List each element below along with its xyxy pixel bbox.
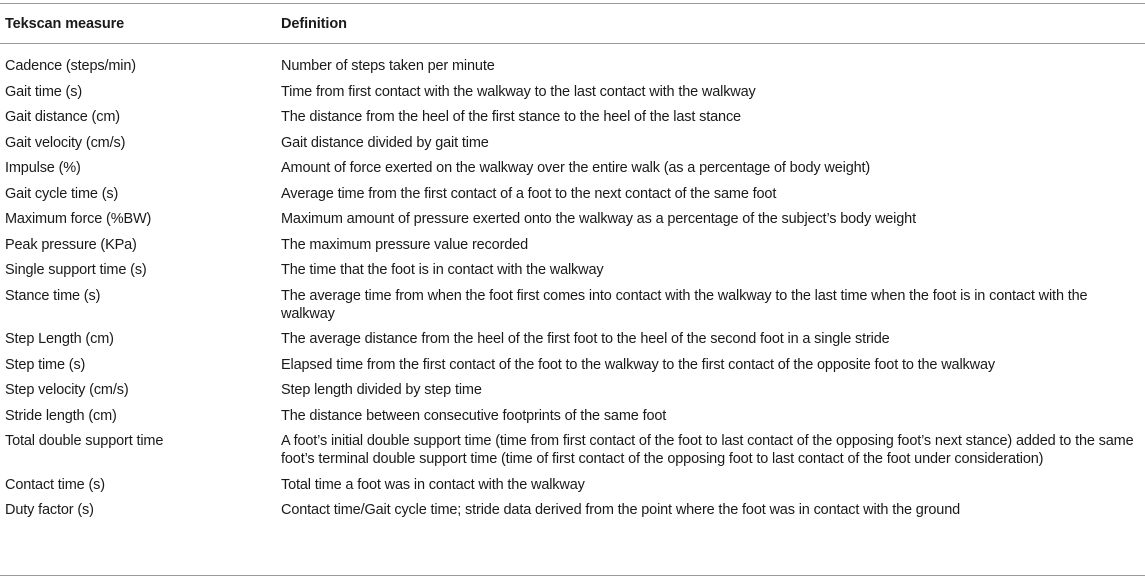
table-row	[0, 79, 1145, 105]
table-row	[0, 498, 1145, 524]
definition-cell: Time from first contact with the walkway to the last contact with the walkway	[281, 83, 756, 100]
table-row	[0, 130, 1145, 156]
measure-cell: Maximum force (%BW)	[5, 211, 152, 227]
definition-cell: Elapsed time from the first contact of the foot to the walkway to the first contact of the opposite foot to the walkway	[281, 356, 995, 373]
measure-cell: Step Length (cm)	[5, 331, 114, 347]
table-header-row	[0, 4, 1145, 43]
definition-cell: The distance from the heel of the first stance to the heel of the last stance	[281, 109, 741, 125]
definition-cell: A foot’s initial double support time (time from first contact of the foot to last contact of the opposing foot’s next stance) added to the same foot’s terminal double support time (time of first contact of the opposing foot to last contact of the foot under consideration)	[281, 433, 1134, 467]
definition-cell: Total time a foot was in contact with the walkway	[281, 476, 585, 493]
table-row	[0, 258, 1145, 284]
table-row	[0, 352, 1145, 378]
measure-cell: Duty factor (s)	[5, 502, 94, 518]
header-definition: Definition	[281, 15, 347, 32]
table-bottom-rule	[0, 575, 1145, 576]
table-row	[0, 207, 1145, 233]
definition-cell: Maximum amount of pressure exerted onto the walkway as a percentage of the subject’s body weight	[281, 211, 916, 227]
definition-cell: Contact time/Gait cycle time; stride data derived from the point where the foot was in contact with the ground	[281, 502, 961, 518]
definition-cell: Amount of force exerted on the walkway over the entire walk (as a percentage of body weight)	[281, 160, 871, 176]
definition-cell: The time that the foot is in contact with the walkway	[281, 262, 604, 278]
measure-cell: Contact time (s)	[5, 476, 105, 493]
measure-cell: Step velocity (cm/s)	[5, 382, 129, 398]
table-row	[0, 156, 1145, 182]
measure-cell: Gait velocity (cm/s)	[5, 134, 126, 151]
table-row	[0, 327, 1145, 353]
definition-cell: The average distance from the heel of the first foot to the heel of the second foot in a single stride	[281, 331, 890, 347]
definition-cell: Step length divided by step time	[281, 382, 482, 398]
measure-cell: Gait cycle time (s)	[5, 185, 119, 202]
measure-cell: Step time (s)	[5, 356, 86, 373]
header-measure: Tekscan measure	[5, 15, 125, 32]
definition-cell: Average time from the first contact of a foot to the next contact of the same foot	[281, 185, 777, 202]
measure-cell: Impulse (%)	[5, 160, 81, 176]
table-row	[0, 472, 1145, 498]
table-row	[0, 429, 1145, 473]
table-row	[0, 403, 1145, 429]
measure-cell: Cadence (steps/min)	[5, 58, 136, 74]
definitions-table	[0, 4, 1145, 523]
measure-cell: Gait time (s)	[5, 83, 83, 100]
table-row	[0, 232, 1145, 258]
measure-cell: Peak pressure (KPa)	[5, 236, 137, 253]
measure-cell: Stance time (s)	[5, 287, 101, 304]
measure-cell: Total double support time	[5, 433, 164, 449]
table-row	[0, 43, 1145, 79]
table-row	[0, 105, 1145, 131]
table-row	[0, 283, 1145, 327]
measure-cell: Gait distance (cm)	[5, 109, 120, 125]
measure-cell: Stride length (cm)	[5, 407, 117, 424]
definition-cell: The distance between consecutive footprints of the same foot	[281, 407, 667, 424]
definition-cell: The maximum pressure value recorded	[281, 236, 528, 253]
table-row	[0, 181, 1145, 207]
definition-cell: Gait distance divided by gait time	[281, 134, 489, 151]
definition-cell: The average time from when the foot first comes into contact with the walkway to the last time when the foot is in contact with the walkway	[281, 287, 1088, 322]
definition-cell: Number of steps taken per minute	[281, 58, 495, 74]
table-row	[0, 378, 1145, 404]
measure-cell: Single support time (s)	[5, 262, 147, 278]
